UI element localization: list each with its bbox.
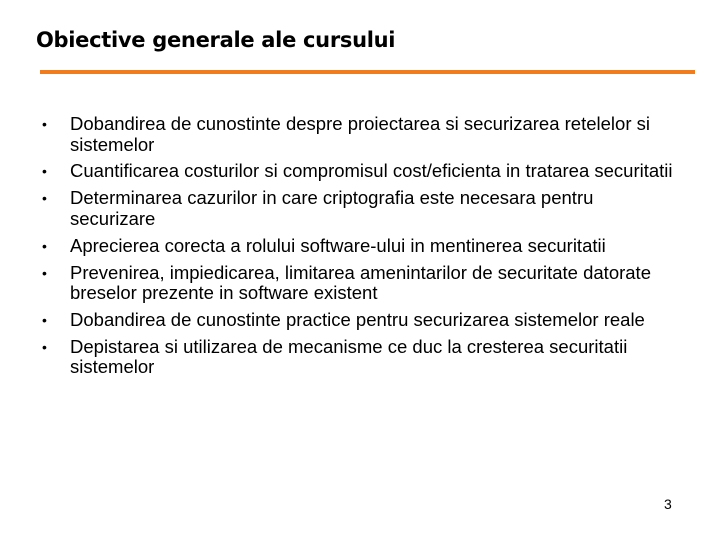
bullet-dot-icon: • [42, 264, 47, 281]
bullet-item [42, 263, 682, 304]
bullet-item [42, 114, 682, 155]
bullet-text: Depistarea si utilizarea de mecanisme ce duc la cresterea securitatii sistemelor [70, 335, 628, 378]
bullet-text: Dobandirea de cunostinte despre proiectarea si securizarea retelelor si sistemelor [70, 113, 650, 155]
bullet-text: Prevenirea, impiedicarea, limitarea amenintarilor de securitate datorate breselor prezente in software existent [70, 261, 651, 304]
bullet-dot-icon: • [42, 237, 47, 254]
bullet-text: Dobandirea de cunostinte practice pentru securizarea sistemelor reale [70, 308, 645, 330]
slide-title: Obiective generale ale cursului [36, 28, 396, 52]
bullet-item [42, 236, 682, 257]
page-number: 3 [664, 496, 672, 512]
bullet-dot-icon: • [42, 190, 47, 207]
bullet-dot-icon: • [42, 116, 47, 132]
title-underline [40, 70, 695, 74]
bullet-dot-icon: • [42, 163, 47, 180]
bullet-item [42, 310, 682, 331]
bullet-text: Determinarea cazurilor in care criptografia este necesara pentru securizare [70, 187, 594, 229]
bullet-dot-icon: • [42, 338, 47, 355]
bullet-item [42, 161, 682, 182]
bullet-text: Aprecierea corecta a rolului software-ului in mentinerea securitatii [70, 234, 606, 256]
bullet-dot-icon: • [42, 311, 47, 328]
bullet-item [42, 337, 682, 378]
bullet-text: Cuantificarea costurilor si compromisul cost/eficienta in tratarea securitatii [70, 160, 673, 182]
bullet-item [42, 188, 682, 229]
bullet-list [42, 114, 682, 384]
